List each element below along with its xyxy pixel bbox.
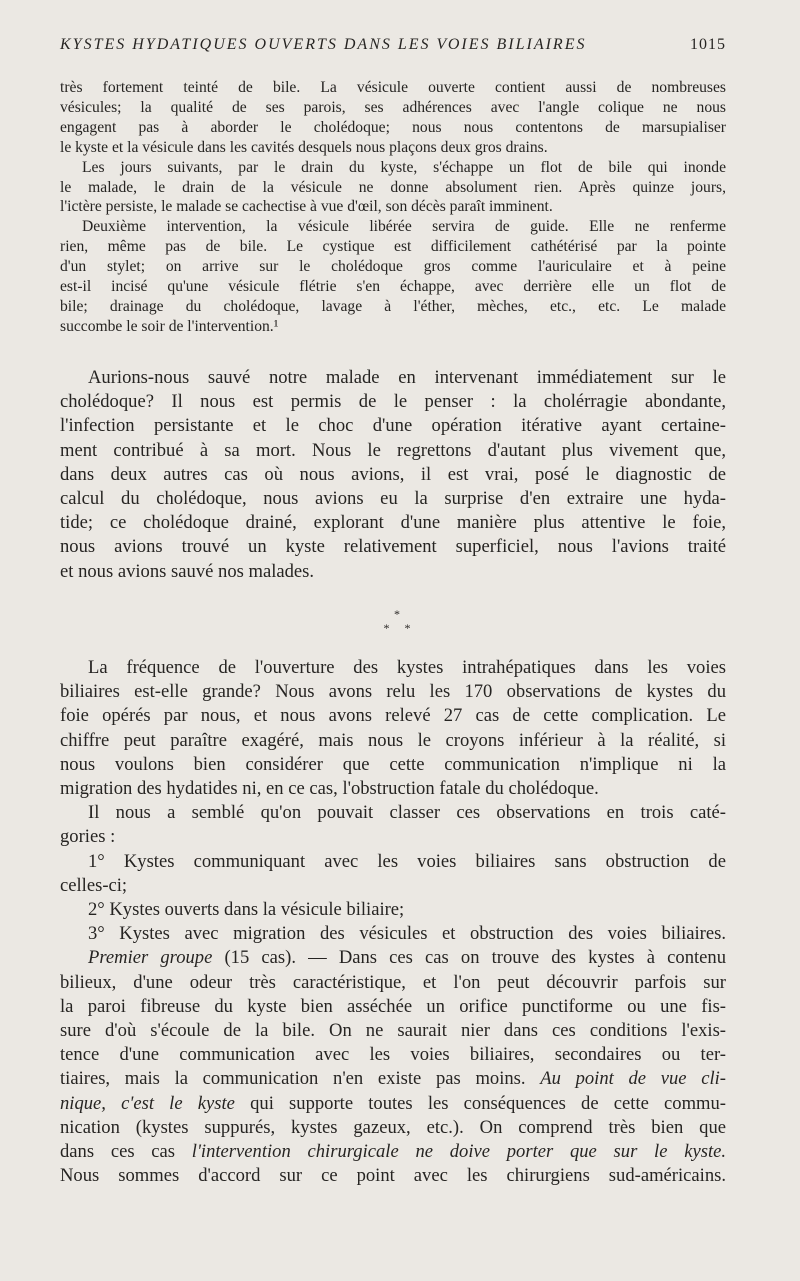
running-head	[60, 36, 726, 54]
text-line: très fortement teinté de bile. La vésicule ouverte contient aussi de nombreuses	[60, 79, 726, 96]
text-line: succombe le soir de l'intervention.¹	[60, 317, 279, 335]
text-line: cholédoque? Il nous est permis de le penser : la cholérragie abondante,	[60, 391, 726, 413]
text-line: dans ces cas l'intervention chirurgicale ne doive porter que sur le kyste.	[60, 1141, 727, 1163]
text-line: d'un stylet; on arrive sur le cholédoque gros comme l'auriculaire et à peine	[60, 258, 726, 276]
list-item-continuation: celles-ci;	[60, 874, 128, 896]
text-line: foie opérés par nous, et nous avons relevé 27 cas de cette complication. Le	[60, 705, 726, 727]
text-line: Premier groupe (15 cas). — Dans ces cas on trouve des kystes à contenu	[88, 947, 727, 969]
text-line: nous voulons bien considérer que cette communication n'implique ni la	[60, 753, 726, 775]
text-line: est-il incisé qu'une vésicule flétrie s'en échappe, avec derrière elle un flot de	[60, 278, 726, 296]
text-line: nous avions trouvé un kyste relativement superficiel, nous l'avions traité	[60, 536, 726, 558]
text-line: tiaires, mais la communication n'en existe pas moins. Au point de vue cli-	[60, 1068, 726, 1090]
section-separator-bottom: * *	[383, 621, 417, 635]
text-line: vésicules; la qualité de ses parois, ses adhérences avec l'angle colique ne nous	[60, 98, 726, 116]
text-line: Deuxième intervention, la vésicule libérée servira de guide. Elle ne renferme	[82, 218, 726, 236]
section-separator-top: *	[394, 607, 406, 621]
list-item: 3° Kystes avec migration des vésicules et obstruction des voies biliaires.	[88, 923, 726, 945]
text-line: nication (kystes suppurés, kystes gazeux, etc.). On comprend très bien que	[60, 1116, 726, 1138]
list-item: 2° Kystes ouverts dans la vésicule biliaire;	[88, 899, 405, 921]
list-item: 1° Kystes communiquant avec les voies biliaires sans obstruction de	[88, 850, 726, 872]
case-report-paragraph	[60, 78, 726, 337]
text-line: tide; ce cholédoque drainé, explorant d'une manière plus attentive le foie,	[60, 512, 726, 534]
text-line: Aurions-nous sauvé notre malade en intervenant immédiatement sur le	[88, 367, 726, 388]
italic-phrase: Premier groupe	[88, 947, 213, 969]
text-line: l'ictère persiste, le malade se cachectise à vue d'œil, son décès paraît imminent.	[60, 198, 553, 216]
text-line: ment contribué à sa mort. Nous le regrettons d'autant plus vivement que,	[60, 439, 726, 461]
text-line: chiffre peut paraître exagéré, mais nous le croyons inférieur à la réalité, si	[60, 729, 726, 751]
text-line: La fréquence de l'ouverture des kystes intrahépatiques dans les voies	[88, 657, 726, 678]
text-line: biliaires est-elle grande? Nous avons relu les 170 observations de kystes du	[60, 681, 726, 703]
text-line: tence d'une communication avec les voies biliaires, secondaires ou ter-	[60, 1044, 726, 1066]
text-line: le malade, le drain de la vésicule ne donne absolument rien. Après quinze jours,	[60, 178, 726, 196]
text-line: sure d'où s'écoule de la bile. On ne saurait nier dans ces conditions l'exis-	[60, 1020, 726, 1042]
italic-phrase: nique, c'est le kyste	[60, 1092, 235, 1114]
text-line: Les jours suivants, par le drain du kyste, s'échappe un flot de bile qui inonde	[82, 158, 726, 176]
text-line: engagent pas à aborder le cholédoque; nous nous contentons de marsupialiser	[60, 118, 726, 136]
page-number: 1015	[690, 36, 726, 53]
text-line: bilieux, d'une odeur très caractéristique, et l'on peut découvrir parfois sur	[60, 971, 726, 993]
text-line: calcul du cholédoque, nous avions eu la surprise d'en extraire une hyda-	[60, 488, 726, 510]
text-line: rien, même pas de bile. Le cystique est difficilement cathétérisé par la pointe	[60, 238, 726, 256]
text-line: le kyste et la vésicule dans les cavités desquels nous plaçons deux gros drains.	[60, 138, 548, 156]
text-line: bile; drainage du cholédoque, lavage à l'éther, mèches, etc., etc. Le malade	[60, 297, 726, 315]
text-line: l'infection persistante et le choc d'une opération itérative ayant certaine-	[60, 415, 726, 437]
text-line: Il nous a semblé qu'on pouvait classer ces observations en trois caté-	[88, 802, 726, 824]
paragraph-aurions-nous	[60, 366, 726, 584]
text-line: Nous sommes d'accord sur ce point avec les chirurgiens sud-américains.	[60, 1165, 726, 1187]
paragraph-frequence	[60, 656, 726, 1188]
text-line: migration des hydatides ni, en ce cas, l'obstruction fatale du cholédoque.	[60, 778, 599, 800]
text-line: la paroi fibreuse du kyste bien asséchée un orifice punctiforme ou une fis-	[60, 995, 726, 1017]
text-line: dans deux autres cas où nous avions, il est vrai, posé le diagnostic de	[60, 463, 726, 485]
text-line: nique, c'est le kyste qui supporte toutes les conséquences de cette commu-	[60, 1092, 726, 1114]
text-line: gories :	[60, 826, 116, 848]
running-head-title: KYSTES HYDATIQUES OUVERTS DANS LES VOIES BILIAIRES	[60, 36, 587, 53]
text-line: et nous avions sauvé nos malades.	[60, 560, 315, 582]
italic-phrase: l'intervention chirurgicale ne doive porter que sur le kyste.	[191, 1141, 727, 1163]
italic-phrase: Au point de vue cli-	[540, 1068, 726, 1090]
